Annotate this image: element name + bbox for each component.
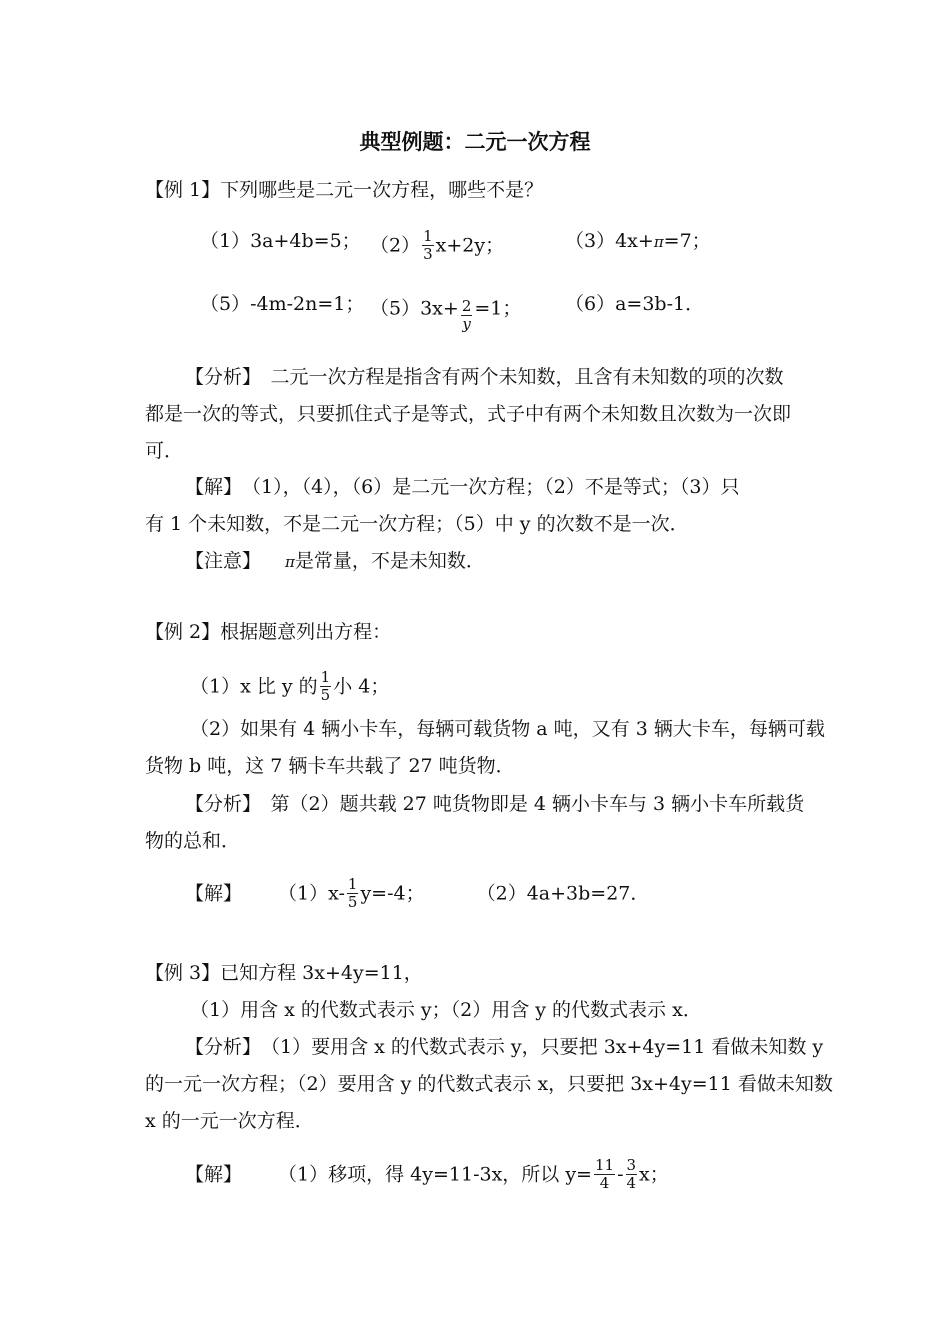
question-text-end: 小 4； (333, 675, 390, 698)
pi-symbol: π (285, 553, 295, 571)
example-1-solution-line-2: 有 1 个未知数，不是二元一次方程；（5）中 y 的次数不是一次． (145, 513, 689, 535)
example-1-analysis-line-2: 都是一次的等式，只要抓住式子是等式，式子中有两个未知数且次数为一次即 (145, 403, 792, 425)
example-1-stem: 【例 1】下列哪些是二元一次方程，哪些不是？ (145, 179, 544, 201)
fraction-one-fifth (320, 669, 332, 704)
fraction-two-over-y (461, 298, 473, 333)
fraction-denominator: 4 (626, 1174, 637, 1192)
question-text: （1）x 比 y 的 (190, 675, 318, 698)
item-rest: =1； (474, 297, 522, 320)
example-2-analysis-line-1: 【分析】 第（2）题共载 27 吨货物即是 4 辆小卡车与 3 辆小卡车所载货 (185, 793, 805, 815)
example-3-analysis-line-3: x 的一元一次方程． (145, 1110, 314, 1132)
solution-text: （1）移项，得 4y=11-3x，所以 y= (278, 1163, 592, 1186)
fraction-eleven-quarters (594, 1157, 615, 1192)
fraction-three-quarters (626, 1157, 638, 1192)
example-3-stem: 【例 3】已知方程 3x+4y=11， (145, 962, 423, 984)
example-2-question-2-line-1: （2）如果有 4 辆小卡车，每辆可载货物 a 吨，又有 3 辆大卡车，每辆可载 (190, 718, 825, 740)
solution-part-2: （2）4a+3b=27． (476, 882, 650, 905)
item-label: （3）4x+ (565, 230, 654, 252)
item-label: （5）3x+ (370, 297, 459, 320)
example-1-item-4: （5）-4m-2n=1； (200, 293, 365, 315)
fraction-denominator: y (462, 315, 471, 333)
minus-sign: - (617, 1163, 624, 1186)
item-rest: x+2y； (435, 234, 505, 257)
pi-symbol: π (653, 233, 664, 251)
example-1-item-6: （6）a=3b-1． (565, 293, 705, 315)
solution-label: 【解】 (185, 1163, 243, 1186)
example-3-solution (185, 1158, 669, 1193)
example-1-analysis-line-1: 【分析】 二元一次方程是指含有两个未知数，且含有未知数的项的次数 (185, 366, 784, 388)
example-2-analysis-line-2: 物的总和． (145, 830, 241, 852)
fraction-numerator: 3 (626, 1156, 637, 1174)
example-2-solution (185, 877, 649, 912)
example-3-question: （1）用含 x 的代数式表示 y；（2）用含 y 的代数式表示 x． (190, 999, 702, 1021)
fraction-numerator: 1 (347, 875, 358, 893)
fraction-numerator: 11 (594, 1156, 615, 1174)
example-1-item-1: （1）3a+4b=5； (200, 230, 361, 252)
fraction-denominator: 3 (423, 245, 433, 263)
example-1-note (185, 549, 485, 574)
fraction-numerator: 1 (423, 227, 433, 245)
example-1-item-3 (565, 229, 711, 254)
solution-label: 【解】 (185, 882, 243, 905)
solution-text-end: y=-4； (360, 882, 425, 905)
example-3-analysis-line-2: 的一元一次方程；（2）要用含 y 的代数式表示 x，只要把 3x+4y=11 看做未知数 (145, 1073, 833, 1095)
example-1-item-5 (370, 292, 522, 333)
example-1-solution-line-1: 【解】 （1），（4），（6）是二元一次方程；（2）不是等式；（3）只 (185, 476, 740, 498)
example-1-item-2 (370, 229, 504, 264)
fraction-numerator: 2 (461, 297, 472, 315)
fraction-one-fifth (347, 876, 359, 911)
fraction-one-third (422, 228, 434, 263)
example-2-question-2-line-2: 货物 b 吨，这 7 辆卡车共载了 27 吨货物． (145, 755, 515, 777)
fraction-numerator: 1 (320, 668, 331, 686)
item-rest: =7； (663, 230, 711, 252)
solution-text: （1）x- (278, 882, 345, 905)
example-3-analysis-line-1: 【分析】 （1）要用含 x 的代数式表示 y，只要把 3x+4y=11 看做未知数 y (185, 1036, 824, 1058)
note-label: 【注意】 (185, 550, 262, 572)
fraction-denominator: 5 (320, 686, 331, 704)
example-2-question-1 (190, 670, 389, 705)
fraction-denominator: 4 (599, 1174, 610, 1192)
item-label: （2） (370, 234, 421, 257)
fraction-denominator: 5 (347, 893, 358, 911)
page-title: 典型例题：二元一次方程 (359, 129, 591, 154)
example-2-stem: 【例 2】根据题意列出方程： (145, 621, 392, 643)
note-text: 是常量，不是未知数． (294, 550, 485, 572)
solution-text-end: x； (639, 1163, 669, 1186)
example-1-analysis-line-3: 可． (145, 440, 184, 462)
